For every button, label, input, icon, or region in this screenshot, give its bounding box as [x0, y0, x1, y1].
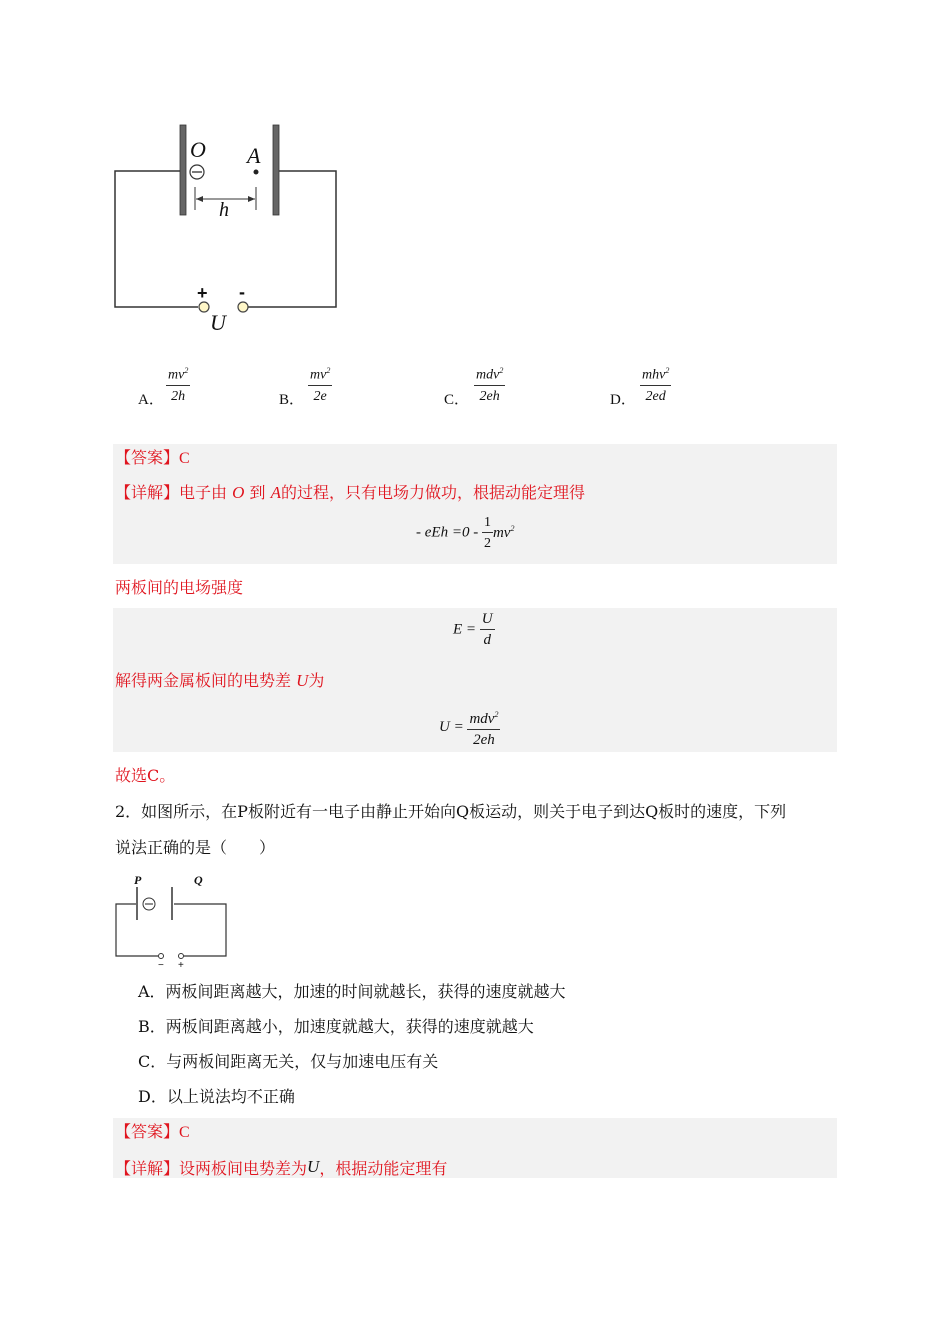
label-plus: + — [197, 283, 208, 303]
label-minus: − — [158, 960, 164, 970]
option-label: B． — [279, 392, 305, 408]
answer-line-q2: 【答案】C — [115, 1122, 190, 1141]
option-c-q2[interactable]: C．与两板间距离无关，仅与加速电压有关 — [138, 1052, 439, 1071]
conclusion-q1: 故选C。 — [115, 766, 176, 785]
solve-line: 解得两金属板间的电势差 U为 — [115, 671, 325, 690]
detail-line-q1: 【详解】电子由 O 到 A的过程，只有电场力做功，根据动能定理得 — [115, 483, 586, 502]
option-label: C． — [444, 392, 470, 408]
terminal-positive — [179, 954, 184, 959]
label-u: U — [210, 310, 226, 335]
point-a — [254, 170, 259, 175]
field-strength-line: 两板间的电场强度 — [115, 578, 244, 597]
option-a-q2[interactable]: A．两板间距离越大，加速的时间就越长，获得的速度就越大 — [138, 982, 566, 1001]
label-minus: - — [239, 282, 245, 302]
option-b-q2[interactable]: B．两板间距离越小，加速度就越大，获得的速度就越大 — [138, 1017, 534, 1036]
terminal-negative — [238, 302, 248, 312]
label-o: O — [190, 137, 206, 162]
equation-result: U = $\frac{mdv^2}{2eh}$ — [439, 706, 500, 749]
answer-value: C — [179, 450, 190, 467]
option-label: D． — [610, 392, 636, 408]
question-stem-q2-line1: 2．如图所示，在P板附近有一电子由静止开始向Q板运动，则关于电子到达Q板时的速度，下列 — [115, 802, 787, 821]
question-stem-q2-line2: 说法正确的是（ ） — [115, 838, 276, 857]
terminal-negative — [159, 954, 164, 959]
label-plus: + — [178, 960, 184, 970]
left-plate — [180, 125, 186, 215]
equation-energy: - eEh =0 - $\frac{1}{2}$ $mv^2$ — [416, 515, 515, 551]
option-fraction: $\frac{mv^2}{2e}$ — [308, 362, 332, 405]
circuit-diagram-q2 — [110, 870, 240, 970]
answer-value: C — [179, 1124, 190, 1141]
label-q: Q — [194, 873, 203, 887]
option-fraction: mdv$^2$ 2eh — [474, 362, 505, 405]
circuit-diagram-q1 — [100, 115, 360, 340]
wire-right — [248, 171, 336, 307]
option-d-q2[interactable]: D．以上说法均不正确 — [138, 1087, 295, 1106]
option-fraction: mhv$^2$ 2ed — [640, 362, 671, 405]
label-h: h — [219, 199, 229, 221]
option-fraction: $\frac{mv^2}{2h}$ — [166, 362, 190, 405]
option-label: A． — [138, 392, 164, 408]
equation-field: E = $\frac{U}{d}$ — [453, 611, 493, 648]
detail-line-q2: 【详解】设两板间电势差为U，根据动能定理有 — [115, 1157, 448, 1178]
label-a: A — [247, 143, 261, 168]
label-p: P — [134, 873, 142, 887]
answer-line-q1: 【答案】C — [115, 448, 190, 467]
right-plate — [273, 125, 279, 215]
terminal-positive — [199, 302, 209, 312]
